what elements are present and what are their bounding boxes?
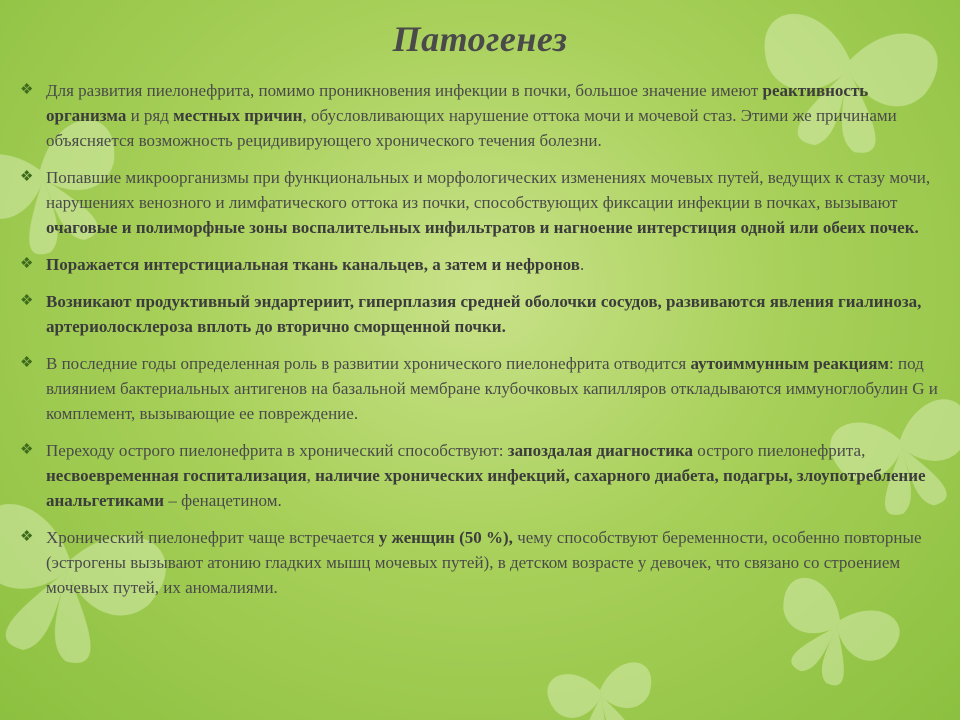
bold-text-run: реактивность организма bbox=[46, 81, 869, 125]
bullet-item bbox=[18, 165, 948, 240]
text-run: : под влиянием бактериальных антигенов на базальной мембране клубочковых капилляров откладываются иммуноглобулин G и комплемент, вызывающие ее повреждение. bbox=[46, 354, 938, 423]
bullet-item bbox=[18, 438, 948, 513]
bullet-text bbox=[46, 441, 926, 510]
text-run: – фенацетином. bbox=[164, 491, 282, 510]
text-run: , обусловливающих нарушение оттока мочи и мочевой стаз. Этими же причинами объясняется возможность рецидивирующего хронического течения болезни. bbox=[46, 106, 897, 150]
bullet-text bbox=[46, 255, 584, 274]
bold-text-run: местных причин bbox=[173, 106, 303, 125]
bullet-text bbox=[46, 168, 930, 237]
text-run: острого пиелонефрита, bbox=[693, 441, 866, 460]
bullet-text bbox=[46, 81, 897, 150]
bullet-item bbox=[18, 351, 948, 426]
bullet-item bbox=[18, 525, 948, 600]
bold-text-run: несвоевременная госпитализация bbox=[46, 466, 307, 485]
bold-text-run: наличие хронических инфекций, сахарного диабета, подагры, злоупотребление анальгетиками bbox=[46, 466, 926, 510]
text-run: Для развития пиелонефрита, помимо проникновения инфекции в почки, большое значение имеют bbox=[46, 81, 763, 100]
bullet-item bbox=[18, 78, 948, 153]
bold-text-run: аутоиммунным реакциям bbox=[690, 354, 890, 373]
diamond-bullet-icon: ❖ bbox=[20, 169, 34, 185]
bullet-text bbox=[46, 292, 921, 336]
bullet-item bbox=[18, 289, 948, 339]
bullet-text bbox=[46, 528, 922, 597]
diamond-bullet-icon: ❖ bbox=[20, 529, 34, 545]
bold-text-run: Поражается интерстициальная ткань канальцев, а затем и нефронов bbox=[46, 255, 580, 274]
text-run: чему способствуют беременности, особенно повторные (эстрогены вызывают атонию гладких мышц мочевых путей), в детском возрасте у девочек, что связано со строением мочевых путей, их аномалиями. bbox=[46, 528, 922, 597]
text-run: В последние годы определенная роль в развитии хронического пиелонефрита отводится bbox=[46, 354, 691, 373]
text-run: . bbox=[579, 255, 585, 274]
bullet-list bbox=[18, 78, 948, 612]
text-run: Хронический пиелонефрит чаще встречается bbox=[46, 528, 379, 547]
diamond-bullet-icon: ❖ bbox=[20, 293, 34, 309]
bullet-item bbox=[18, 252, 948, 277]
bold-text-run: Возникают продуктивный эндартериит, гиперплазия средней оболочки сосудов, развиваются явления гиалиноза, артериолосклероза вплоть до вторично сморщенной почки. bbox=[46, 292, 922, 336]
bold-text-run: запоздалая диагностика bbox=[507, 441, 694, 460]
bullet-text bbox=[46, 354, 938, 423]
slide-title: Патогенез bbox=[392, 19, 568, 59]
diamond-bullet-icon: ❖ bbox=[20, 442, 34, 458]
diamond-bullet-icon: ❖ bbox=[20, 256, 34, 272]
text-run: Попавшие микроорганизмы при функциональных и морфологических изменениях мочевых путей, ведущих к стазу мочи, нарушениях венозного и лимфатического оттока из почки, способствующих фиксации инфекции в почках, вызывают bbox=[46, 168, 931, 212]
text-run: Переходу острого пиелонефрита в хронический способствуют: bbox=[46, 441, 508, 460]
diamond-bullet-icon: ❖ bbox=[20, 82, 34, 98]
bold-text-run: у женщин (50 %), bbox=[378, 528, 513, 547]
diamond-bullet-icon: ❖ bbox=[20, 355, 34, 371]
text-run: и ряд bbox=[126, 106, 174, 125]
bold-text-run: очаговые и полиморфные зоны воспалительных инфильтратов и нагноение интерстиция одной или обеих почек. bbox=[46, 218, 919, 237]
text-run: , bbox=[306, 466, 316, 485]
